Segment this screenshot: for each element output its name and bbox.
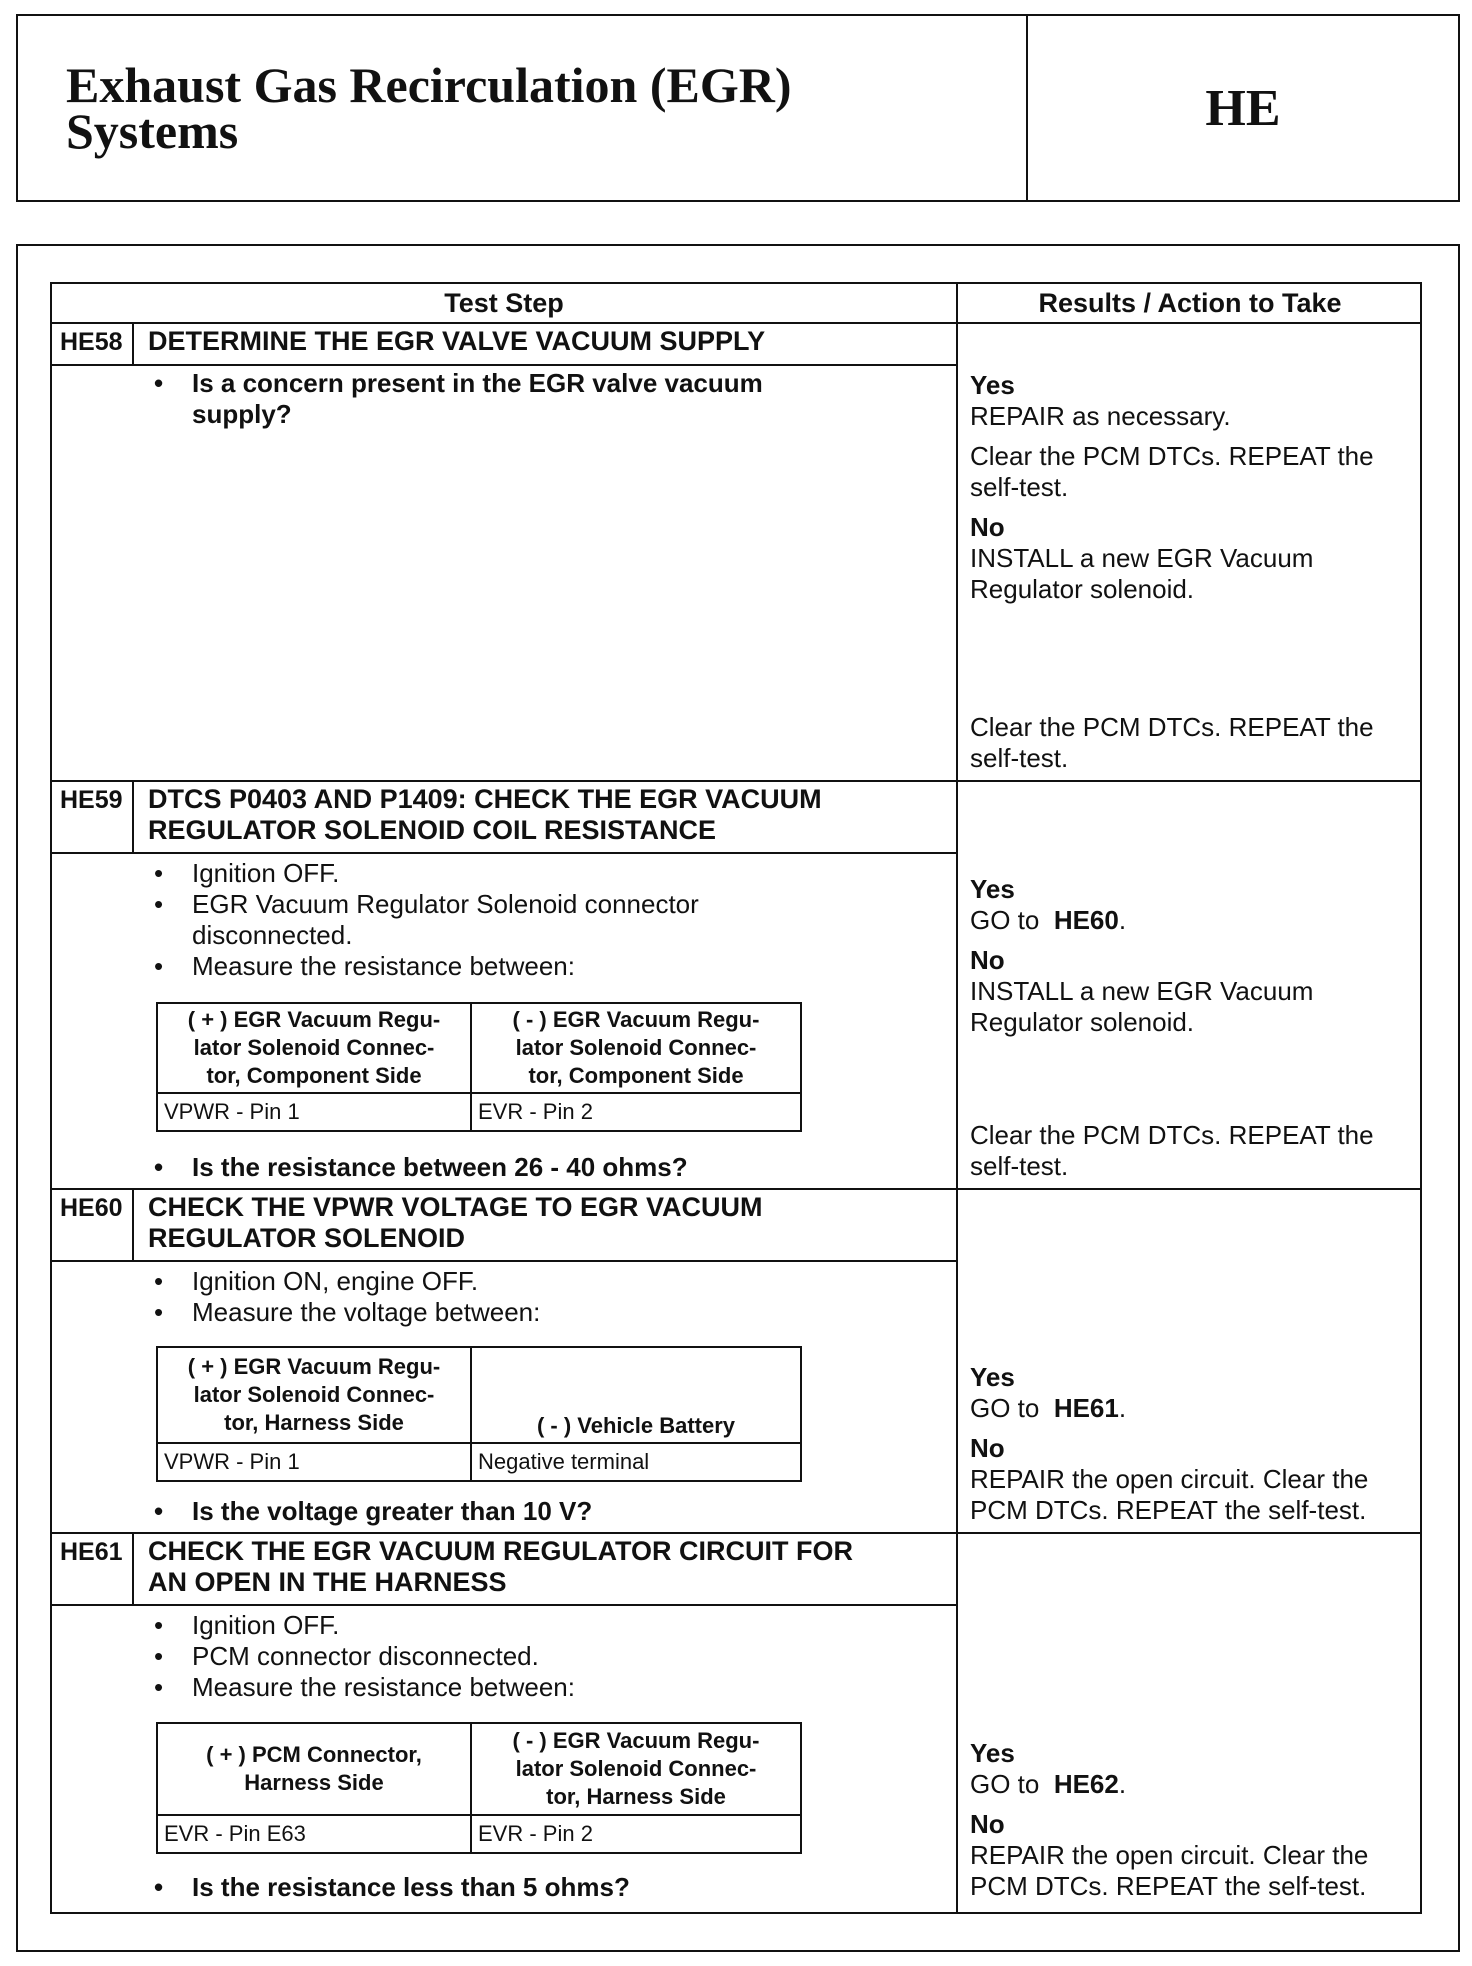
result-no-label: No: [970, 1809, 1005, 1839]
result-he59: [970, 874, 1410, 1038]
result-yes-label: Yes: [970, 874, 1015, 904]
result-he61: [970, 1738, 1410, 1902]
table-head-line: lator Solenoid Connec-: [193, 1035, 435, 1060]
column-divider: [956, 284, 958, 1912]
step-id-divider: [132, 1188, 134, 1260]
step-bullets-he61: [148, 1610, 768, 1703]
step-id-divider: [132, 322, 134, 364]
table-head-line: ( - ) EGR Vacuum Regu-: [512, 1728, 760, 1753]
step-bullet: • Measure the resistance between:: [148, 951, 768, 982]
table-head-positive: [157, 1347, 471, 1443]
result-goto-prefix: GO to: [970, 905, 1040, 935]
step-title-he61: [148, 1536, 948, 1598]
result-goto-link[interactable]: HE62: [1053, 1769, 1119, 1799]
table-head-line: tor, Component Side: [206, 1063, 422, 1088]
step-title-line1: CHECK THE VPWR VOLTAGE TO EGR VACUUM: [148, 1192, 763, 1222]
table-head-line: lator Solenoid Connec-: [193, 1382, 435, 1407]
result-he60: [970, 1362, 1410, 1526]
measurement-table-he60: [156, 1346, 802, 1482]
step-bullet: • Ignition OFF.: [148, 858, 768, 889]
result-goto-prefix: GO to: [970, 1769, 1040, 1799]
result-no-label: No: [970, 1433, 1005, 1463]
result-he58-footer: Clear the PCM DTCs. REPEAT the self-test.: [970, 712, 1374, 773]
step-bullet: • Ignition OFF.: [148, 1610, 768, 1641]
result-yes-label: Yes: [970, 370, 1015, 400]
table-head-line: ( - ) EGR Vacuum Regu-: [512, 1007, 760, 1032]
table-cell-positive: EVR - Pin E63: [157, 1815, 471, 1853]
page-header: [16, 14, 1460, 202]
step-title-line2: REGULATOR SOLENOID COIL RESISTANCE: [148, 815, 717, 845]
table-cell-positive: VPWR - Pin 1: [157, 1093, 471, 1131]
result-goto-link[interactable]: HE60: [1053, 905, 1119, 935]
step-rule: [52, 780, 1420, 782]
table-cell-negative: EVR - Pin 2: [471, 1093, 801, 1131]
result-yes-action: REPAIR as necessary.: [970, 401, 1231, 431]
step-rule: [52, 1188, 1420, 1190]
step-title-line2: REGULATOR SOLENOID: [148, 1223, 466, 1253]
step-bullets-he59: [148, 858, 768, 982]
table-head-line: ( + ) PCM Connector,: [206, 1742, 422, 1767]
step-title-rule: [52, 364, 956, 366]
result-he59-footer: Clear the PCM DTCs. REPEAT the self-test.: [970, 1120, 1374, 1181]
measurement-table-he61: [156, 1722, 802, 1854]
step-title-line2: AN OPEN IN THE HARNESS: [148, 1567, 507, 1597]
step-title-he60: [148, 1192, 948, 1254]
table-head-line: ( - ) Vehicle Battery: [536, 1413, 736, 1438]
section-code: HE: [1205, 79, 1281, 137]
table-head-line: lator Solenoid Connec-: [515, 1035, 757, 1060]
step-title-he59: [148, 784, 948, 846]
result-yes-action-2: Clear the PCM DTCs. REPEAT the self-test.: [970, 441, 1374, 502]
result-no-action: REPAIR the open circuit. Clear the PCM DTCs. REPEAT the self-test.: [970, 1464, 1369, 1525]
step-question-he61: • Is the resistance less than 5 ohms?: [148, 1872, 912, 1903]
result-no-action: INSTALL a new EGR Vacuum Regulator solenoid.: [970, 976, 1314, 1037]
table-head-line: ( + ) EGR Vacuum Regu-: [187, 1007, 441, 1032]
result-no-label: No: [970, 512, 1005, 542]
page-title-line1: Exhaust Gas Recirculation (EGR): [66, 57, 792, 113]
result-yes-label: Yes: [970, 1362, 1015, 1392]
table-cell-negative: Negative terminal: [471, 1443, 801, 1481]
step-question-he60: • Is the voltage greater than 10 V?: [148, 1496, 912, 1527]
step-question-he58: • Is a concern present in the EGR valve vacuum supply?: [148, 368, 812, 430]
result-goto-link[interactable]: HE61: [1053, 1393, 1119, 1423]
step-title-he58: DETERMINE THE EGR VALVE VACUUM SUPPLY: [148, 326, 766, 356]
result-no-action: REPAIR the open circuit. Clear the PCM DTCs. REPEAT the self-test.: [970, 1840, 1369, 1901]
table-head-positive: [157, 1003, 471, 1093]
result-yes-label: Yes: [970, 1738, 1015, 1768]
step-title-rule: [52, 852, 956, 854]
result-no-label: No: [970, 945, 1005, 975]
result-he58: [970, 370, 1410, 605]
step-id-he59: HE59: [60, 786, 123, 814]
step-title-line1: CHECK THE EGR VACUUM REGULATOR CIRCUIT FOR: [148, 1536, 853, 1566]
step-bullet: • Ignition ON, engine OFF.: [148, 1266, 768, 1297]
step-bullet: • Measure the resistance between:: [148, 1672, 768, 1703]
step-id-divider: [132, 780, 134, 852]
step-bullets-he60: [148, 1266, 768, 1328]
column-header-test-step: Test Step: [444, 288, 564, 318]
result-yes-goto: GO to HE60.: [970, 905, 1127, 935]
table-head-line: tor, Harness Side: [224, 1410, 404, 1435]
header-rule: [52, 322, 1420, 324]
page-title-line2: Systems: [66, 103, 239, 159]
table-head-positive: [157, 1723, 471, 1815]
result-no-action: INSTALL a new EGR Vacuum Regulator solenoid.: [970, 543, 1314, 604]
step-title-rule: [52, 1604, 956, 1606]
table-head-negative: [471, 1003, 801, 1093]
table-head-line: tor, Harness Side: [546, 1784, 726, 1809]
step-id-divider: [132, 1532, 134, 1604]
step-title-rule: [52, 1260, 956, 1262]
measurement-table-he59: [156, 1002, 802, 1132]
page-title: [66, 57, 966, 159]
table-cell-negative: EVR - Pin 2: [471, 1815, 801, 1853]
table-head-line: ( + ) EGR Vacuum Regu-: [187, 1354, 441, 1379]
step-title-line1: DTCS P0403 AND P1409: CHECK THE EGR VACUUM: [148, 784, 822, 814]
step-bullet: • EGR Vacuum Regulator Solenoid connector disconnected.: [148, 889, 768, 951]
table-head-line: lator Solenoid Connec-: [515, 1756, 757, 1781]
table-head-negative: [471, 1723, 801, 1815]
step-id-he61: HE61: [60, 1538, 123, 1566]
table-head-negative: [471, 1347, 801, 1443]
table-head-line: Harness Side: [244, 1770, 384, 1795]
step-bullet: • PCM connector disconnected.: [148, 1641, 768, 1672]
result-yes-goto: GO to HE62.: [970, 1769, 1127, 1799]
step-id-he58: HE58: [60, 328, 123, 356]
step-id-he60: HE60: [60, 1194, 123, 1222]
column-header-results: Results / Action to Take: [1038, 288, 1342, 318]
test-step-table: [50, 282, 1422, 1914]
table-cell-positive: VPWR - Pin 1: [157, 1443, 471, 1481]
step-rule: [52, 1532, 1420, 1534]
table-head-line: tor, Component Side: [528, 1063, 744, 1088]
result-goto-prefix: GO to: [970, 1393, 1040, 1423]
result-yes-goto: GO to HE61.: [970, 1393, 1127, 1423]
step-question-he59: • Is the resistance between 26 - 40 ohms?: [148, 1152, 912, 1183]
step-bullet: • Measure the voltage between:: [148, 1297, 768, 1328]
